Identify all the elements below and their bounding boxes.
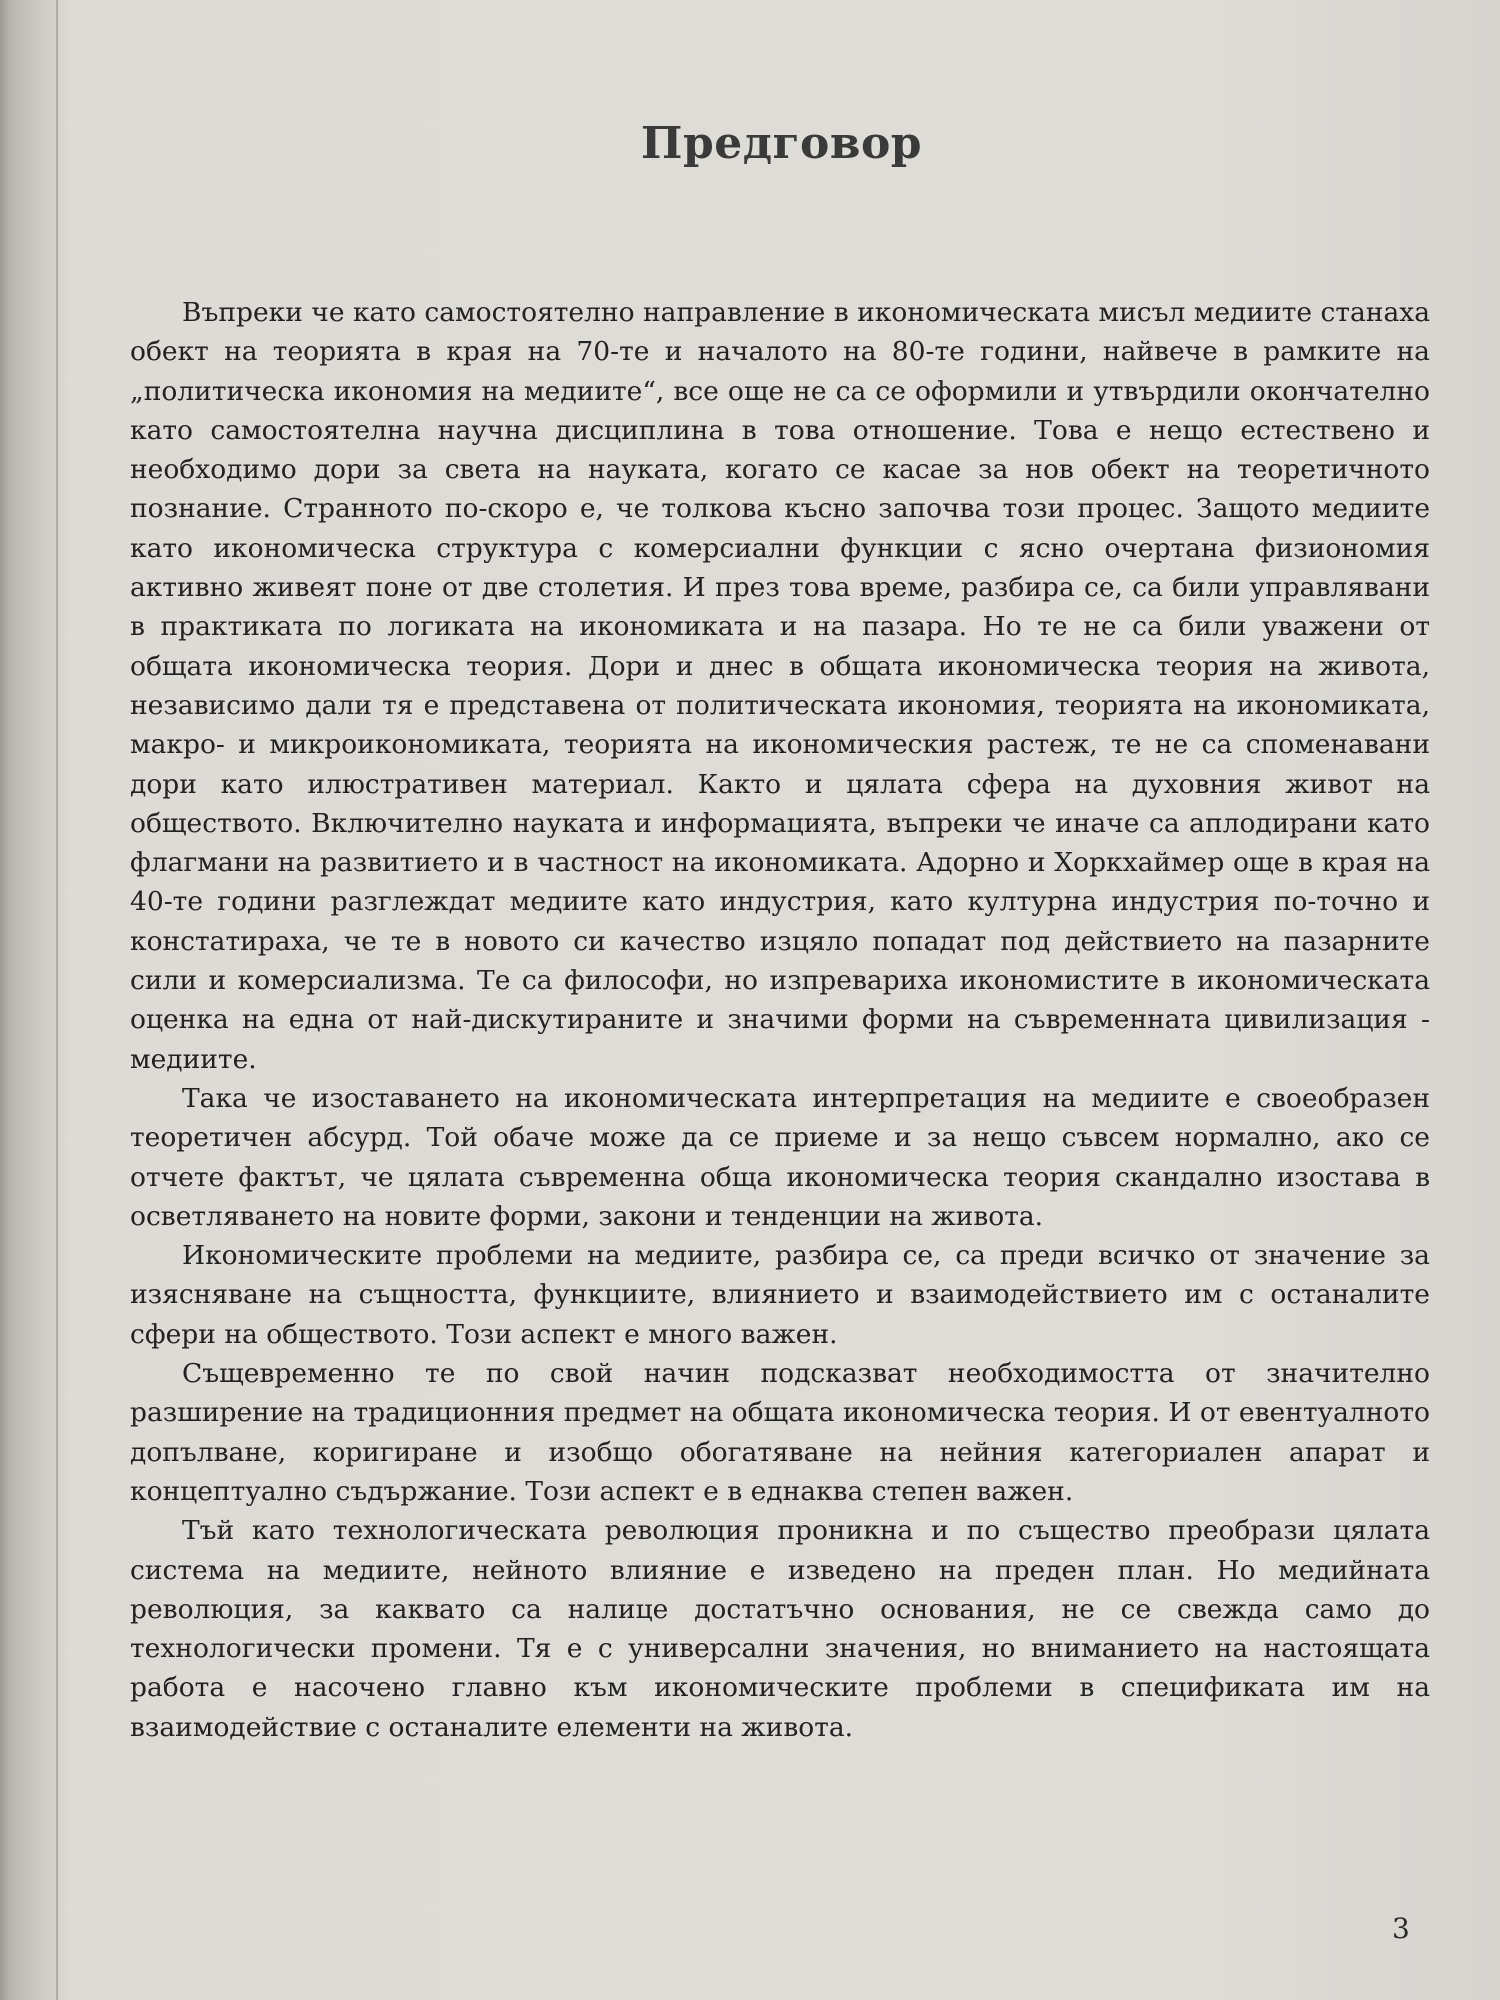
paragraph: Така че изоставането на икономическата интерпретация на медиите е своеобразен теоретичен абсурд. Той обаче може да се приеме и за нещо съвсем нормално, ако се отчете фактът, че цялата съвременна обща икономическа теория скандално изостава в осветляването на новите форми, закони и тенденции на живота. — [130, 1082, 1430, 1232]
paragraph: Тъй като технологическата революция проникна и по същество преобрази цялата система на медиите, нейното влияние е изведено на преден план. Но медийната революция, за каквато са налице достатъчно основания, не се свежда само до технологически промени. Тя е с универсални значения, но вниманието на настоящата работа е насочено главно към икономическите проблеми в спецификата им на взаимодействие с останалите елементи на живота. — [130, 1515, 1430, 1743]
paragraph: Икономическите проблеми на медиите, разбира се, са преди всичко от значение за изясняване на същността, функциите, влиянието и взаимодействието им с останалите сфери на обществото. Този аспект е много важен. — [130, 1240, 1430, 1350]
spine-shadow — [0, 0, 70, 2000]
page-title: Предговор — [640, 118, 923, 169]
paragraph: Същевременно те по свой начин подсказват необходимостта от значително разширение на традиционния предмет на общата икономическа теория. И от евентуалното допълване, коригиране и изобщо обогатяване на нейния категориален апарат и концептуално съдържание. Този аспект е в еднаква степен важен. — [130, 1358, 1430, 1507]
spine-line — [56, 0, 58, 2000]
paragraph: Въпреки че като самостоятелно направление в икономическата мисъл медиите станаха обект на теорията в края на 70-те и началото на 80-те години, найвече в рамките на „политическа икономия на медиите“, все още не са се оформили и утвърдили окончателно като самостоятелна научна дисциплина в това отношение. Това е нещо естествено и необходимо дори за света на науката, когато се касае за нов обект на теоретичното познание. Странното по-скоро е, че толкова късно започва този процес. Защото медиите като икономическа структура с комерсиални функции с ясно очертана физиономия активно живеят поне от две столетия. И през това време, разбира се, са били управлявани в практиката по логиката на икономиката и на пазара. Но те не са били уважени от общата икономическа теория. Дори и днес в общата икономическа теория на живота, независимо дали тя е представена от политическата икономия, теорията на икономиката, макро- и микроикономиката, теорията на икономическия растеж, те не са споменавани дори като илюстративен материал. Както и цялата сфера на духовния живот на обществото. Включително науката и информацията, въпреки че иначе са аплодирани като флагмани на развитието и в частност на икономиката. Адорно и Хоркхаймер още в края на 40-те години разглеждат медиите като индустрия, като културна индустрия по-точно и констатираха, че те в новото си качество изцяло попадат под действието на пазарните сили и комерсиализма. Те са философи, но изпревариха икономистите в икономическата оценка на една от най-дискутираните и значими форми на съвременната цивилизация - медиите. — [130, 297, 1430, 1075]
body-text — [130, 293, 1430, 1747]
page-number: 3 — [1392, 1912, 1410, 1945]
